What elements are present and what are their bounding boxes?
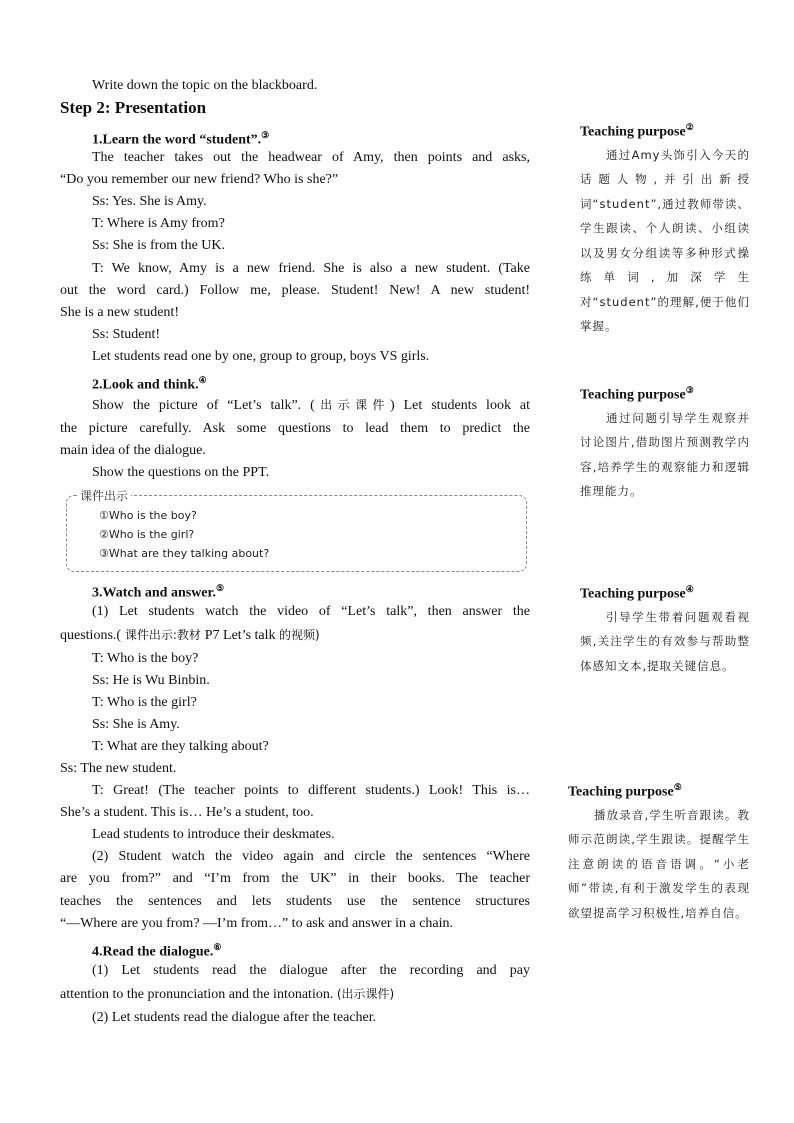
s2-paragraph-line: main idea of the dialogue. bbox=[60, 443, 206, 458]
dialogue-line: T: We know, Amy is a new friend. She is also a new student. (Take bbox=[92, 261, 530, 276]
s3-text-cn: 的视频) bbox=[279, 628, 320, 642]
topic-line: Write down the topic on the blackboard. bbox=[92, 78, 318, 93]
s1-paragraph-line: “Do you remember our new friend? Who is she?” bbox=[60, 172, 339, 187]
s3-paragraph-line: (1) Let students watch the video of “Let’s talk”, then answer the bbox=[92, 604, 530, 619]
section-2-title bbox=[60, 369, 530, 397]
dialogue-line: T: Who is the boy? bbox=[92, 651, 199, 666]
section-2-mark: ④ bbox=[198, 375, 207, 385]
teaching-purpose-body: 引导学生带着问题观看视频,关注学生的有效参与帮助整体感知文本,提取关键信息。 bbox=[580, 609, 750, 673]
section-1-mark: ③ bbox=[261, 130, 270, 140]
teaching-purpose-mark: ③ bbox=[685, 385, 694, 395]
dialogue-line: Ss: She is Amy. bbox=[92, 717, 180, 732]
dialogue-line: Ss: He is Wu Binbin. bbox=[92, 673, 210, 688]
s2-paragraph-line bbox=[60, 394, 530, 417]
s4-paragraph-line: (1) Let students read the dialogue after the recording and pay bbox=[92, 963, 530, 978]
s2-text: ) Let students look at bbox=[390, 398, 530, 413]
section-3-title-text: 3.Watch and answer. bbox=[92, 585, 216, 601]
s3-paragraph-line: “—Where are you from? —I’m from…” to ask and answer in a chain. bbox=[60, 916, 454, 931]
s2-text: Show the picture of “Let’s talk”. ( bbox=[92, 398, 315, 413]
dialogue-line: T: What are they talking about? bbox=[92, 739, 269, 754]
s3-paragraph-line: (2) Student watch the video again and circle the sentences “Where bbox=[92, 849, 530, 864]
teaching-purpose-label: Teaching purpose bbox=[580, 586, 686, 602]
s4-paragraph-line: (2) Let students read the dialogue after the teacher. bbox=[92, 1010, 377, 1025]
teaching-purpose-title bbox=[580, 117, 750, 143]
dialogue-line: She is a new student! bbox=[60, 305, 179, 320]
teaching-purpose-body: 通过问题引导学生观察并讨论图片,借助图片预测教学内容,培养学生的观察能力和逻辑推理能力。 bbox=[580, 410, 750, 499]
section-2-title-text: 2.Look and think. bbox=[92, 377, 199, 393]
section-3-mark: ⑤ bbox=[215, 583, 225, 593]
teaching-purpose-mark: ④ bbox=[685, 584, 694, 594]
teaching-purpose-title bbox=[580, 579, 750, 605]
dialogue-line: Ss: Student! bbox=[92, 327, 161, 342]
teaching-purpose-body: 播放录音,学生听音跟读。教师示范朗读,学生跟读。提醒学生注意朗读的语音语调。“小老师”带读,有利于激发学生的表现欲望提高学习积极性,培养自信。 bbox=[568, 807, 750, 920]
courseware-box bbox=[66, 489, 527, 572]
teaching-purpose-body: 通过Amy头饰引入今天的话题人物,并引出新授词“student”,通过教师带读、学生跟读、个人朗读、小组读以及男女分组读等多种形式操练单词,加深学生对“student”的理解,便于他们掌握。 bbox=[580, 147, 750, 334]
dialogue-line: Ss: She is from the UK. bbox=[92, 238, 225, 253]
teaching-purpose-title bbox=[568, 777, 750, 803]
courseware-question: ②Who is the girl? bbox=[99, 528, 195, 541]
s4-paragraph-line bbox=[60, 983, 530, 1006]
dialogue-line: Ss: The new student. bbox=[60, 761, 177, 776]
dialogue-line: T: Great! (The teacher points to different students.) Look! This is… bbox=[92, 783, 530, 798]
s3-text-cn: 课件出示:教材 bbox=[121, 628, 205, 642]
teaching-purpose-3 bbox=[580, 380, 750, 504]
s1-paragraph-line: The teacher takes out the headwear of Amy, then points and asks, bbox=[92, 150, 530, 165]
section-4-mark: ⑥ bbox=[213, 942, 222, 952]
dialogue-line: She’s a student. This is… He’s a student, too. bbox=[60, 805, 314, 820]
courseware-question: ③What are they talking about? bbox=[99, 547, 270, 560]
s2-paragraph-line: the picture carefully. Ask some questions to lead them to predict the bbox=[60, 421, 530, 436]
step-title: Step 2: Presentation bbox=[60, 98, 207, 117]
section-1-title-text: 1.Learn the word “student”. bbox=[92, 132, 262, 148]
teaching-purpose-label: Teaching purpose bbox=[580, 387, 686, 403]
s3-text: questions.( bbox=[60, 628, 122, 643]
s3-paragraph-line: are you from?” and “I’m from the UK” in their books. The teacher bbox=[60, 871, 530, 886]
s3-text: P7 Let’s talk bbox=[204, 628, 280, 643]
teaching-purpose-mark: ② bbox=[685, 122, 694, 132]
courseware-question: ①Who is the boy? bbox=[99, 509, 197, 522]
s4-text-cn: (出示课件) bbox=[336, 987, 395, 1001]
section-4-title-text: 4.Read the dialogue. bbox=[92, 944, 214, 960]
s2-paragraph-line: Show the questions on the PPT. bbox=[92, 465, 270, 480]
dialogue-line: Ss: Yes. She is Amy. bbox=[92, 194, 207, 209]
teaching-purpose-label: Teaching purpose bbox=[580, 124, 686, 140]
instruction-line: Lead students to introduce their deskmates. bbox=[92, 827, 335, 842]
dialogue-line: T: Where is Amy from? bbox=[92, 216, 225, 231]
teaching-purpose-mark: ⑤ bbox=[673, 782, 682, 792]
instruction-line: Let students read one by one, group to group, boys VS girls. bbox=[92, 349, 430, 364]
teaching-purpose-2 bbox=[580, 117, 750, 339]
teaching-purpose-4 bbox=[580, 579, 750, 678]
courseware-box-label: 课件出示 bbox=[77, 487, 131, 504]
dialogue-line: out the word card.) Follow me, please. Student! New! A new student! bbox=[60, 283, 530, 298]
dialogue-line: T: Who is the girl? bbox=[92, 695, 197, 710]
s2-text-cn: 出示课件 bbox=[314, 398, 391, 412]
s4-text: attention to the pronunciation and the intonation. bbox=[60, 987, 337, 1002]
s3-paragraph-line bbox=[60, 624, 530, 647]
teaching-purpose-label: Teaching purpose bbox=[568, 784, 674, 800]
teaching-purpose-title bbox=[580, 380, 750, 406]
teaching-purpose-5 bbox=[568, 777, 750, 925]
s3-paragraph-line: teaches the sentences and lets students use the sentence structures bbox=[60, 894, 530, 909]
